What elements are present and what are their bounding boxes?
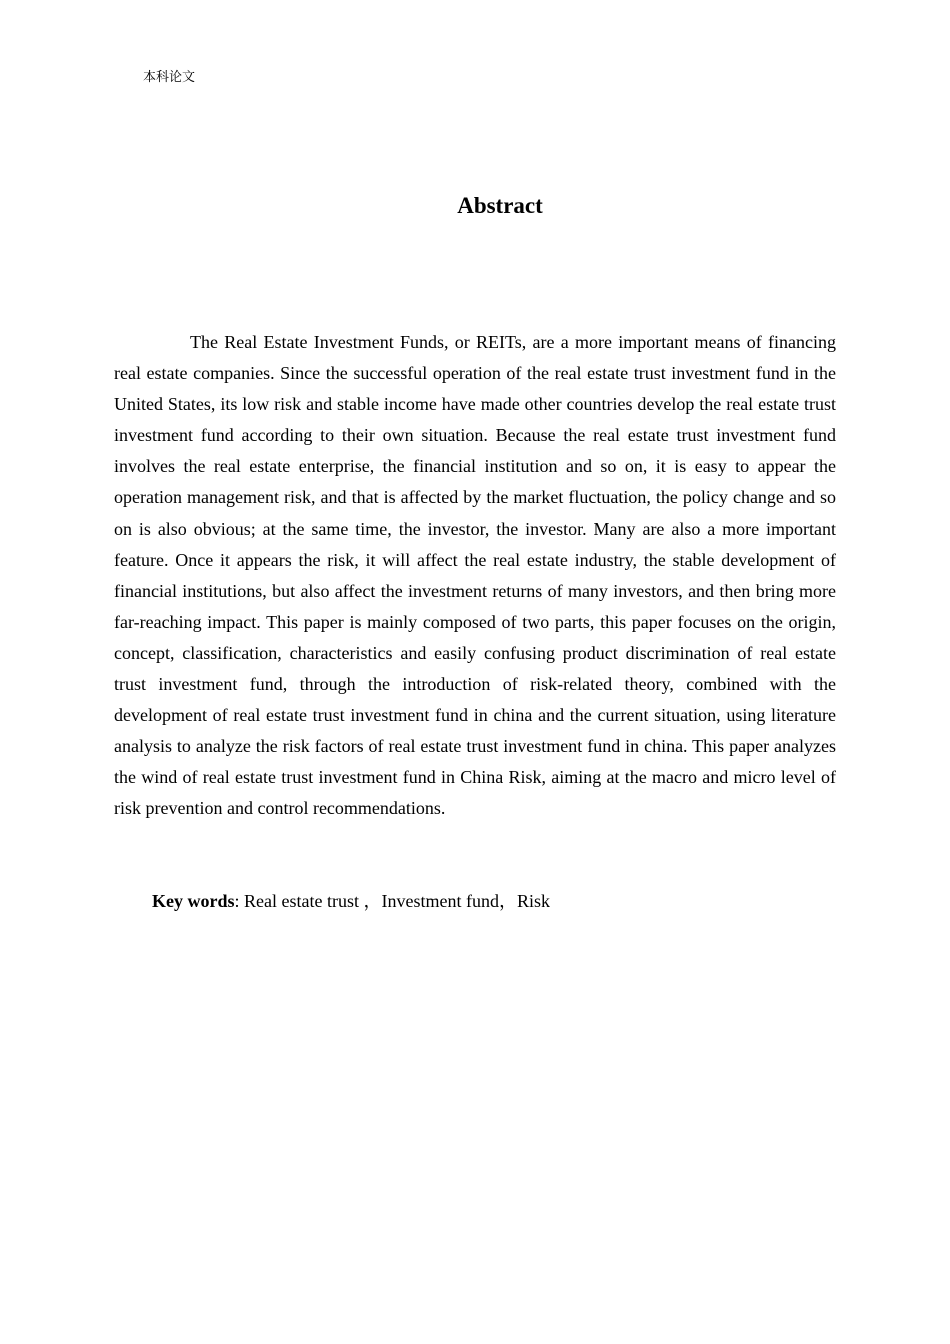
abstract-body: The Real Estate Investment Funds, or REITs, are a more important means of financing real estate companies. Since the successful operation of the real estate trust investment fund in the United States, its low risk and stable income have made other countries develop the real estate trust investment fund according to their own situation. Because the real estate trust investment fund involves the real estate enterprise, the financial institution and so on, it is easy to appear the operation management risk, and that is affected by the market fluctuation, the policy change and so on is also obvious; at the same time, the investor, the investor. Many are also a more important feature. Once it appears the risk, it will affect the real estate industry, the stable development of financial institutions, but also affect the investment returns of many investors, and then bring more far-reaching impact. This paper is mainly composed of two parts, this paper focuses on the origin, concept, classification, characteristics and easily confusing product discrimination of real estate trust investment fund, through the introduction of risk-related theory, combined with the development of real estate trust investment fund in china and the current situation, using literature analysis to analyze the risk factors of real estate trust investment fund in china. This paper analyzes the wind of real estate trust investment fund in China Risk, aiming at the macro and micro level of risk prevention and control recommendations. — [114, 332, 836, 819]
page-title: Abstract — [457, 193, 543, 218]
keywords-line — [152, 886, 550, 917]
keywords-list: Real estate trust ，Investment fund，Risk — [244, 891, 550, 911]
running-header: 本科论文 — [143, 70, 196, 85]
keywords-separator: : — [234, 891, 245, 911]
keywords-label: Key words — [152, 891, 235, 911]
